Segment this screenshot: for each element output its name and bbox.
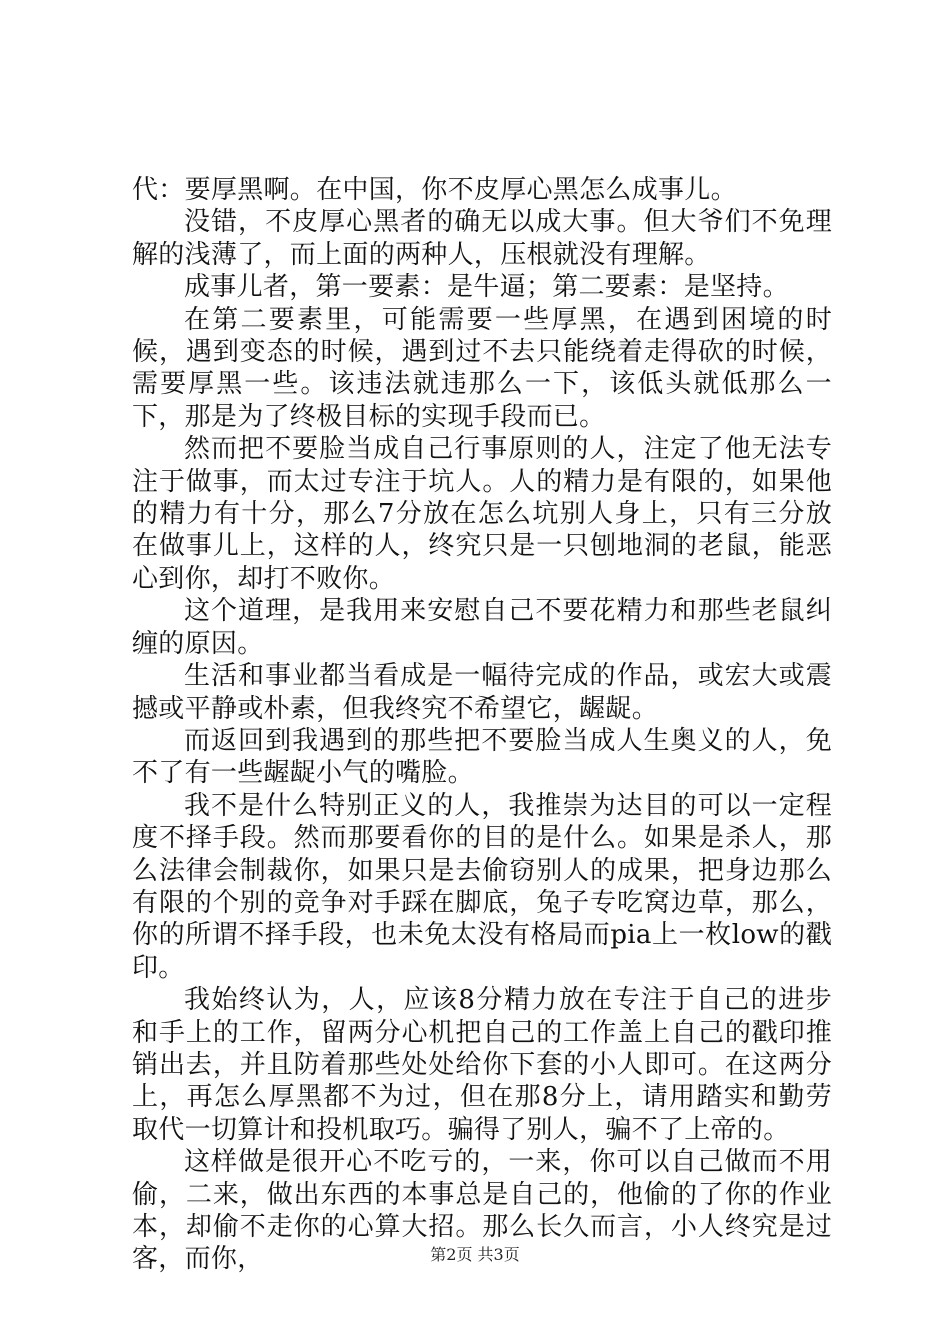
- document-body: [132, 174, 832, 1276]
- paragraph: 在第二要素里，可能需要一些厚黑，在遇到困境的时候，遇到变态的时候，遇到过不去只能绕着走得砍的时候，需要厚黑一些。该违法就违那么一下，该低头就低那么一下，那是为了终极目标的实现手段而已。: [132, 304, 832, 432]
- paragraph: 这样做是很开心不吃亏的，一来，你可以自己做而不用偷，二来，做出东西的本事总是自己的，他偷的了你的作业本，却偷不走你的心算大招。那么长久而言，小人终究是过客，而你，: [132, 1147, 832, 1275]
- paragraph: 然而把不要脸当成自己行事原则的人，注定了他无法专注于做事，而太过专注于坑人。人的精力是有限的，如果他的精力有十分，那么7分放在怎么坑别人身上，只有三分放在做事儿上，这样的人，终究只是一只刨地洞的老鼠，能恶心到你，却打不败你。: [132, 434, 832, 594]
- paragraph: 成事儿者，第一要素：是牛逼；第二要素：是坚持。: [184, 272, 789, 303]
- page-number-footer: 第2页 共3页: [430, 1245, 520, 1264]
- paragraph: 这个道理，是我用来安慰自己不要花精力和那些老鼠纠缠的原因。: [132, 596, 832, 659]
- paragraph: 我不是什么特别正义的人，我推崇为达目的可以一定程度不择手段。然而那要看你的目的是什么。如果是杀人，那么法律会制裁你，如果只是去偷窃别人的成果，把身边那么有限的个别的竞争对手踩在脚底，兔子专吃窝边草，那么，你的所谓不择手段，也未免太没有格局而pia上一枚low的戳印。: [132, 790, 832, 983]
- paragraph: 生活和事业都当看成是一幅待完成的作品，或宏大或震撼或平静或朴素，但我终究不希望它，龌龊。: [132, 661, 832, 724]
- paragraph: 代：要厚黑啊。在中国，你不皮厚心黑怎么成事儿。: [132, 175, 737, 205]
- paragraph: 没错，不皮厚心黑者的确无以成大事。但大爷们不免理解的浅薄了，而上面的两种人，压根就没有理解。: [132, 207, 832, 270]
- paragraph: 而返回到我遇到的那些把不要脸当成人生奥义的人，免不了有一些龌龊小气的嘴脸。: [132, 725, 832, 789]
- paragraph: 我始终认为，人，应该8分精力放在专注于自己的进步和手上的工作，留两分心机把自己的工作盖上自己的戳印推销出去，并且防着那些处处给你下套的小人即可。在这两分上，再怎么厚黑都不为过，但在那8分上，请用踏实和勤劳取代一切算计和投机取巧。骗得了别人，骗不了上帝的。: [132, 985, 832, 1145]
